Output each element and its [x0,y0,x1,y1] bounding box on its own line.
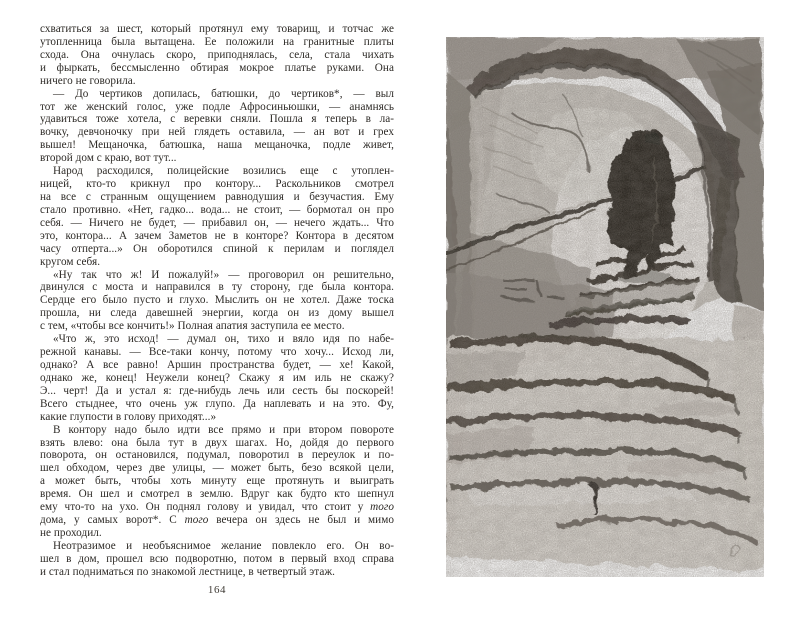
paragraph [40,424,394,540]
paragraph [40,23,394,88]
text-line: ничего не говорила. [40,74,136,87]
text-line: на все с странным ощущением равнодушия и безучастия. Ему [40,190,394,203]
text-line: однако? А все равно! Аршин пространства будет, — хе! Какой, [40,358,394,371]
text-line: с тем, «чтобы все кончить!» Полная апатия заступила ее место. [40,320,345,333]
text-line: — До чертиков допилась, батюшки, до чертиков*, — выл [53,87,394,100]
text-line: «Что ж, это исход! — думал он, тихо и вяло идя по набе- [53,333,394,346]
text-line: удавиться тоже хотела, с веревки сняли. Пошла я теперь в ла- [40,113,394,126]
text-line: Народ расходился, полицейские возились еще с утоплен- [53,165,394,178]
text-line: тот же женский голос, уже подле Афросиньюшки, — анамнясь [40,100,394,113]
text-line: режной канавы. — Все-таки кончу, потому что хочу... Исход ли, [40,346,394,359]
text-line: однако же, конец! Неужели конец? Скажу я им иль не скажу? [40,371,394,384]
text-line: ему что-то на ухо. Он поднял голову и увидал, что стоит у того [40,501,394,514]
text-line: Всего стыднее, что очень уж глупо. Да наплевать и на это. Фу, [40,397,394,410]
paragraph [40,88,394,166]
paragraph [40,165,394,268]
text-line: Э... черт! Да и устал я: где-нибудь лечь или сесть бы поскорей! [40,384,394,397]
book-illustration [446,37,764,577]
text-line: Неотразимое и необъяснимое желание повлекло его. Он во- [53,539,394,552]
paragraph [40,333,394,423]
text-line: поворота, он остановился, подумал, поворотил в переулок и по- [40,449,394,462]
text-line: шел обходом, через две улицы, — может быть, безо всякой цели, [40,462,394,475]
text-line: дома, у самых ворот*. С того вечера он здесь не был и мимо [40,514,394,527]
text-line: взять влево: она была тут в двух шагах. Но, дойдя до первого [40,436,394,449]
text-line: время. Он шел и смотрел в землю. Вдруг как будто кто шепнул [40,488,394,501]
text-line: и фыркать, бессмысленно обтирая мокрое платье руками. Она [40,61,394,74]
page-number: 164 [207,584,227,596]
text-line: какие глупости в голову приходят...» [40,410,217,423]
text-line: стало противно. «Нет, гадко... вода... не стоит, — бормотал он про [40,203,394,216]
text-line: часу отперта...» Он оборотился спиной к перилам и поглядел [40,242,394,255]
paragraph [40,269,394,334]
text-line: кругом себя. [40,255,101,268]
text-line: вочку, девчоночку при ней глядеть оставила, — ан вот и грех [40,126,394,139]
text-line: двинулся с моста и направился в ту сторону, где была контора. [40,281,394,294]
text-line: себя. — Ничего не будет, — прибавил он, — нечего ждать... Что [40,216,394,229]
text-line: схватиться за шест, который протянул ему товарищ, и тотчас же [40,23,394,35]
text-line: «Ну так что ж! И пожалуй!» — проговорил он решительно, [53,268,394,281]
text-line: Сердце его было пусто и глухо. Мыслить он не хотел. Даже тоска [40,294,394,307]
text-line: и стал подниматься по знакомой лестнице, в четвертый этаж. [40,565,335,578]
illustration-svg [446,37,764,577]
text-line: а может быть, чтобы хоть минуту еще протянуть и выиграть [40,475,394,488]
paragraph [40,540,394,579]
text-line: схода. Она очнулась скоро, приподнялась, села, стала чихать [40,48,394,61]
text-line: В контору надо было идти все прямо и при втором повороте [53,423,394,436]
text-line: вышел! Мещаночка, батюшка, наша мещаночка, подле живет, [40,139,394,152]
text-line: второй дом с краю, вот тут... [40,152,177,165]
text-line: прошла, ни следа давешней энергии, когда он из дому вышел [40,307,394,320]
text-line: ницей, кто-то крикнул про контору... Раскольников смотрел [40,178,394,191]
text-line: утопленница была вытащена. Ее положили на гранитные плиты [40,35,394,48]
body-text [40,23,394,579]
grain-texture [446,37,764,577]
text-line: не проходил. [40,526,102,539]
text-line: это, контора... А зачем Заметов не в конторе? Контора в десятом [40,229,394,242]
text-line: шел в дом, прошел всю подворотню, потом в первый вход справа [40,552,394,565]
